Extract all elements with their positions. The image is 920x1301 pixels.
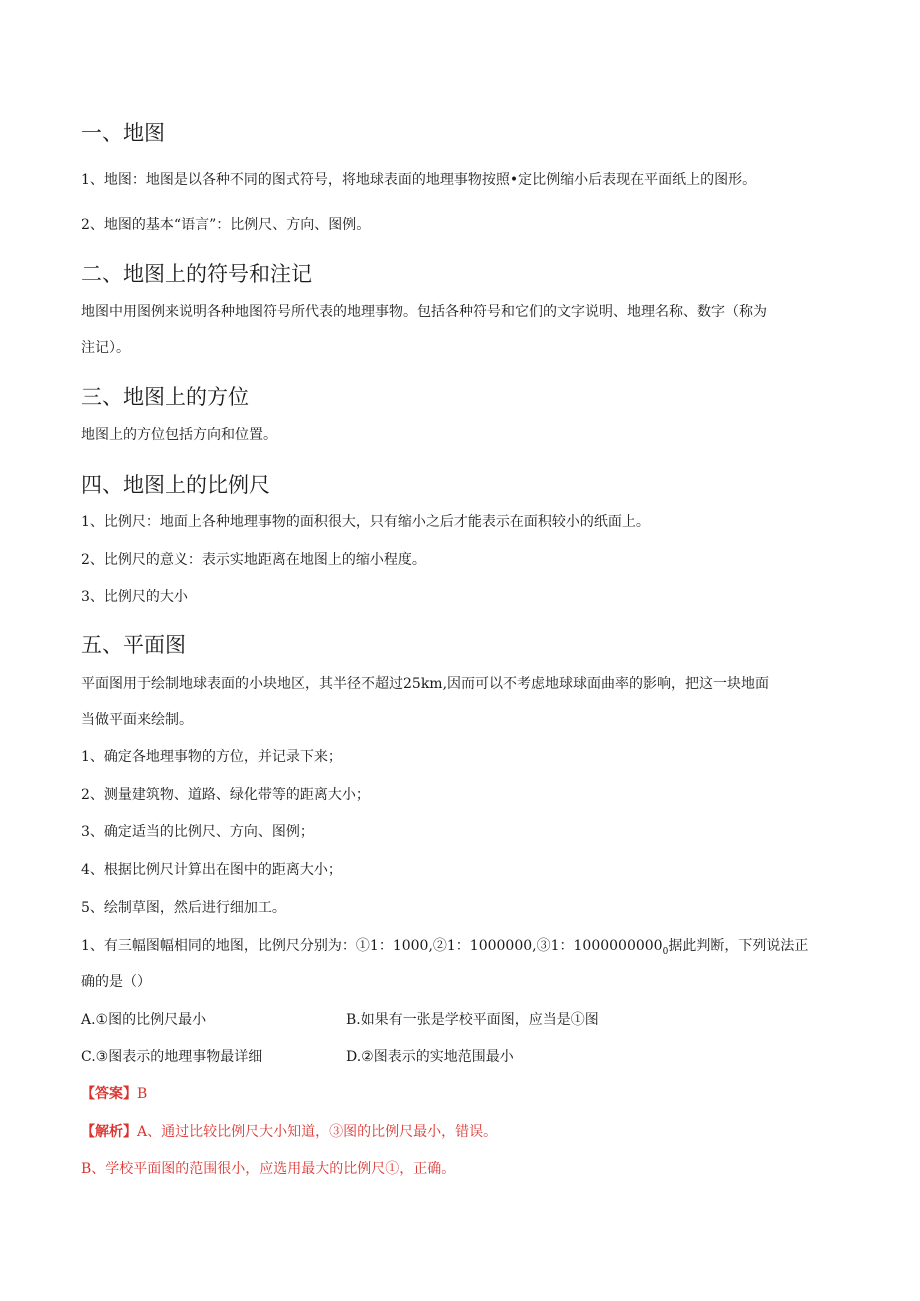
section-4-item-3: 3、比例尺的大小 <box>81 589 188 605</box>
section-5-step-3: 3、确定适当的比例尺、方向、图例； <box>81 824 314 840</box>
question-stem-subscript: 0 <box>662 946 669 957</box>
section-4-item-2: 2、比例尺的意义：表示实地距离在地图上的缩小程度。 <box>81 552 426 568</box>
section-1-item-1: 1、地图：地图是以各种不同的图式符号，将地球表面的地理事物按照•定比例缩小后表现在平面纸上的图形。 <box>81 172 757 188</box>
section-2-paragraph-line-1: 地图中用图例来说明各种地图符号所代表的地理事物。包括各种符号和它们的文字说明、地理名称、数字（称为 <box>81 304 767 320</box>
option-d: D.②图表示的实地范围最小 <box>346 1049 514 1065</box>
analysis-label: 【解析】 <box>81 1124 137 1140</box>
section-5-step-4: 4、根据比例尺计算出在图中的距离大小； <box>81 862 342 878</box>
section-5-step-5: 5、绘制草图，然后进行细加工。 <box>81 900 286 916</box>
option-c: C.③图表示的地理事物最详细 <box>81 1049 263 1065</box>
analysis-line-2: B、学校平面图的范围很小，应选用最大的比例尺①，正确。 <box>81 1161 456 1177</box>
section-1-item-2: 2、地图的基本“语言”：比例尺、方向、图例。 <box>81 217 371 233</box>
section-4-item-1: 1、比例尺：地面上各种地理事物的面积很大，只有缩小之后才能表示在面积较小的纸面上。 <box>81 514 650 530</box>
section-5-step-2: 2、测量建筑物、道路、绿化带等的距离大小； <box>81 787 370 803</box>
analysis-line-1 <box>81 1125 497 1139</box>
section-4-heading: 四、地图上的比例尺 <box>81 473 270 497</box>
option-a: A.①图的比例尺最小 <box>81 1012 207 1028</box>
section-5-heading: 五、平面图 <box>81 633 186 657</box>
question-stem-part-b: 据此判断，下列说法正 <box>668 938 809 954</box>
section-3-paragraph: 地图上的方位包括方向和位置。 <box>81 427 277 443</box>
analysis-text-a: A、通过比较比例尺大小知道，③图的比例尺最小，错误。 <box>137 1124 498 1140</box>
section-5-paragraph-line-2: 当做平面来绘制。 <box>81 712 193 728</box>
section-2-paragraph-line-2: 注记）。 <box>81 340 130 356</box>
section-1-heading: 一、地图 <box>81 121 165 145</box>
section-5-step-1: 1、确定各地理事物的方位，并记录下来； <box>81 749 342 765</box>
answer-line <box>81 1087 147 1101</box>
section-2-heading: 二、地图上的符号和注记 <box>81 262 312 286</box>
answer-label: 【答案】 <box>81 1086 137 1102</box>
answer-value: B <box>137 1086 148 1102</box>
question-stem-line-1 <box>81 939 808 957</box>
section-3-heading: 三、地图上的方位 <box>81 385 249 409</box>
question-stem-line-2: 确的是（） <box>81 974 151 990</box>
question-stem-part-a: 1、有三幅图幅相同的地图，比例尺分别为：①1：1000,②1：1000000,③1：1000000000 <box>81 938 663 954</box>
section-5-paragraph-line-1: 平面图用于绘制地球表面的小块地区，其半径不超过25km,因而可以不考虑地球球面曲率的影响，把这一块地面 <box>81 676 770 692</box>
option-b: B.如果有一张是学校平面图，应当是①图 <box>346 1012 599 1028</box>
